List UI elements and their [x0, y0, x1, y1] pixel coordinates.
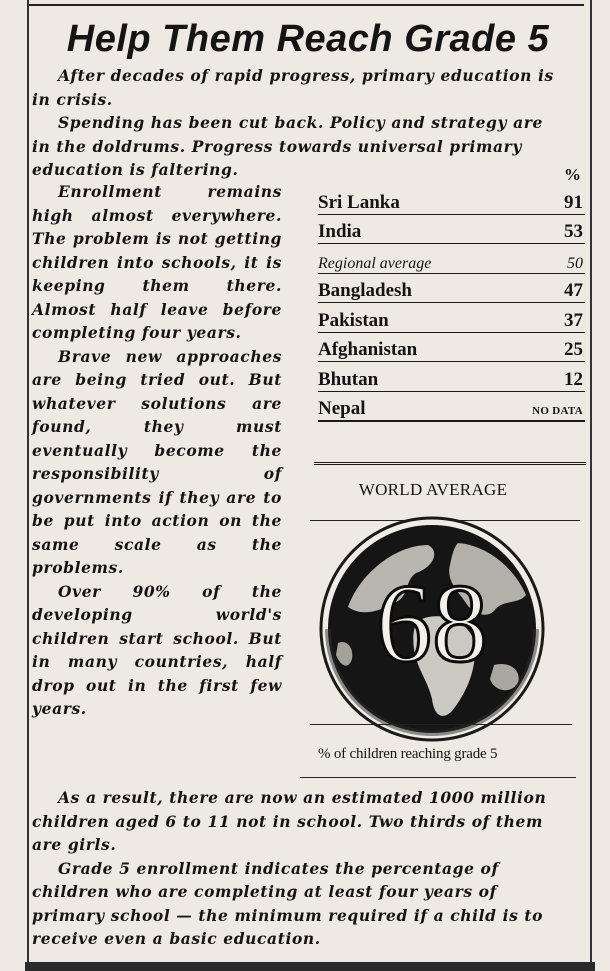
country-name: Bangladesh [318, 280, 412, 301]
column-paragraph: Over 90% of the developing world's children start school. But in many countries, half drop out in the first few years. [32, 581, 282, 718]
left-column-rule [27, 0, 29, 970]
unit-header: % [564, 165, 581, 184]
column-paragraph: Enrollment remains high almost everywhere. The problem is not getting children into schools, it is keeping them there. Almost half leave before completing four years. [32, 182, 282, 342]
country-value: 91 [564, 191, 583, 213]
right-column-rule [590, 0, 592, 970]
country-name: Afghanistan [318, 339, 418, 360]
table-row [318, 303, 585, 333]
article-column [32, 180, 282, 721]
table-row [318, 333, 585, 363]
country-name: Bhutan [318, 368, 379, 390]
tail-paragraph: As a result, there are now an estimated 1000 million children aged 6 to 11 not in school. Two thirds of them are girls. [32, 788, 547, 854]
country-value: 53 [564, 221, 583, 242]
table-row [318, 362, 585, 392]
country-value: 25 [564, 339, 583, 360]
country-name: Sri Lanka [318, 191, 400, 213]
bottom-border [25, 962, 595, 971]
column-paragraph: Brave new approaches are being tried out. But whatever solutions are found, they must eventually become the responsibility of governments if they are to be put into action on the same scale as the problems. [32, 346, 282, 577]
country-value: 12 [564, 368, 583, 390]
world-average-label: WORLD AVERAGE [358, 480, 508, 499]
divider [300, 777, 576, 778]
table-row [318, 392, 585, 423]
country-value: 47 [564, 280, 583, 301]
country-value: 50 [567, 254, 583, 272]
country-name: Pakistan [318, 309, 389, 331]
table-row [318, 274, 585, 304]
divider [310, 724, 572, 725]
country-name: India [318, 221, 362, 242]
grade5-table [318, 165, 585, 422]
world-average-value: 68 [376, 562, 488, 686]
country-value: 37 [564, 309, 583, 331]
table-row [318, 185, 585, 215]
article-tail [32, 786, 567, 951]
article-title: Help Them Reach Grade 5 [66, 18, 550, 60]
lede-paragraph: After decades of rapid progress, primary education is in crisis. [32, 66, 554, 109]
world-average-caption: % of children reaching grade 5 [318, 746, 498, 762]
table-row-average [318, 244, 585, 274]
country-name: Nepal [318, 398, 366, 419]
table-row [318, 215, 585, 245]
section-double-rule [314, 462, 586, 465]
lede-paragraph: Spending has been cut back. Policy and strategy are in the doldrums. Progress towards universal primary education is faltering. [32, 113, 543, 179]
country-value: NO DATA [532, 405, 583, 417]
country-name: Regional average [318, 254, 432, 272]
tail-paragraph: Grade 5 enrollment indicates the percentage of children who are completing at least four years of primary school — the minimum required if a child is to receive even a basic education. [32, 858, 544, 948]
article-lede [32, 64, 567, 182]
globe-graphic [318, 515, 546, 743]
top-rule [28, 0, 584, 6]
